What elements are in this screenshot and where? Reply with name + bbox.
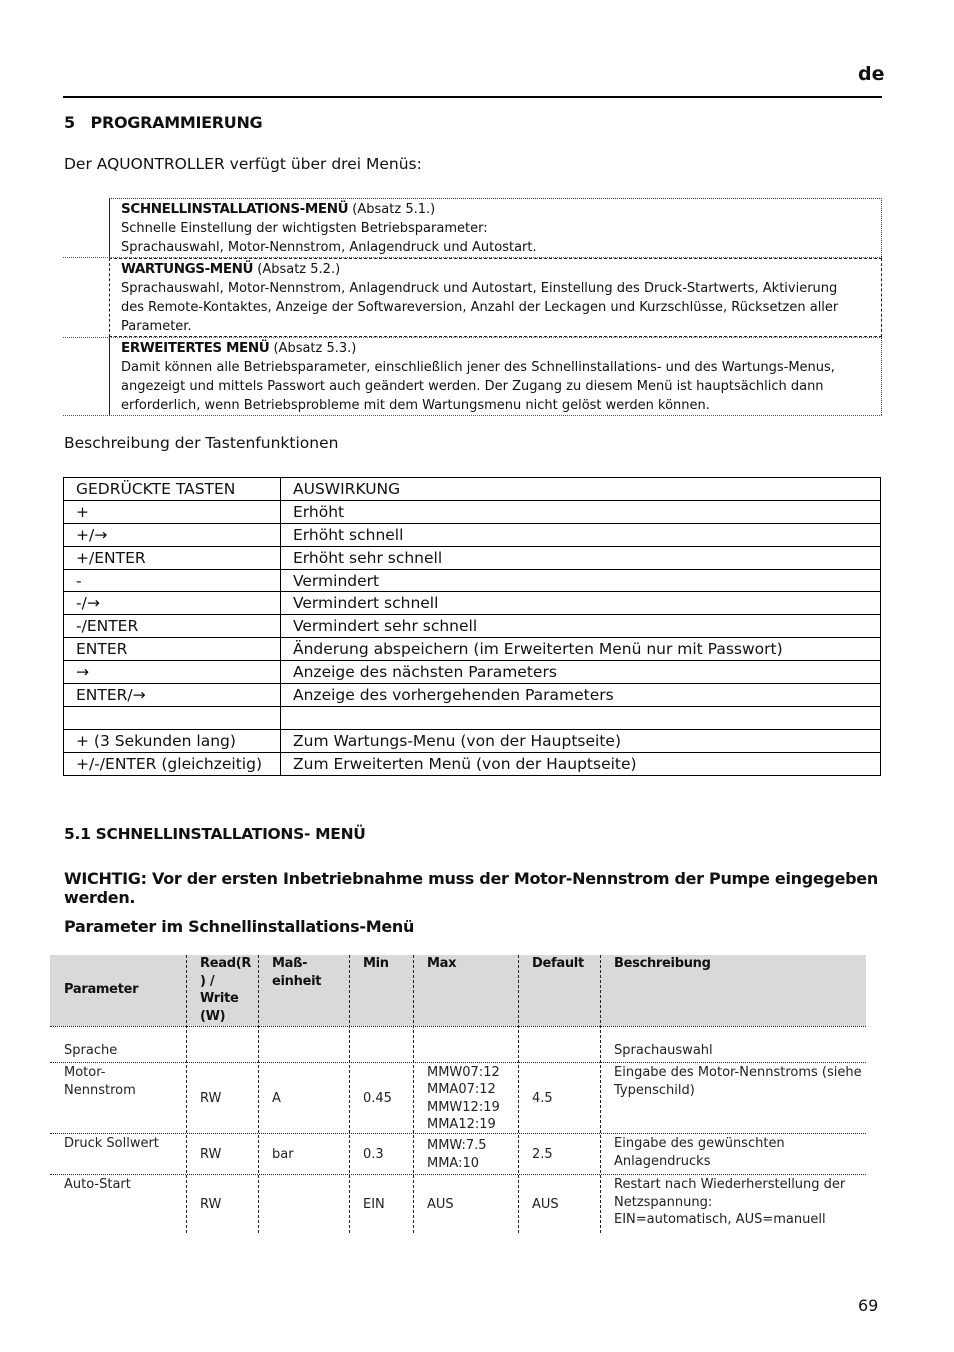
table-cell: Eingabe des gewünschten Anlagendrucks bbox=[614, 1136, 785, 1169]
table-cell: Eingabe des Motor-Nennstroms (siehe Typenschild) bbox=[614, 1065, 862, 1098]
effect-cell: Zum Wartungs-Menu (von der Hauptseite) bbox=[281, 729, 881, 752]
table-cell: Sprache bbox=[64, 1043, 118, 1058]
key-cell: + bbox=[64, 500, 281, 523]
parameter-table bbox=[50, 955, 866, 1235]
header-cell: AUSWIRKUNG bbox=[281, 478, 881, 501]
table-cell: Druck Sollwert bbox=[64, 1136, 159, 1151]
table-header-row bbox=[64, 478, 881, 501]
section-5-1-heading: 5.1 SCHNELLINSTALLATIONS- MENÜ bbox=[64, 825, 366, 843]
table-cell: Auto-Start bbox=[64, 1177, 131, 1192]
unit-header: Maß- einheit bbox=[272, 956, 322, 989]
key-cell bbox=[64, 706, 281, 729]
table-row bbox=[64, 661, 881, 684]
menu-desc-line: des Remote-Kontaktes, Anzeige der Softwareversion, Anzahl der Leckagen und Kurzschlüsse, Rücksetzen aller bbox=[121, 300, 839, 315]
column-divider bbox=[413, 955, 414, 1233]
key-cell: -/ENTER bbox=[64, 615, 281, 638]
effect-cell: Zum Erweiterten Menü (von der Hauptseite) bbox=[281, 752, 881, 775]
key-cell: -/→ bbox=[64, 592, 281, 615]
column-divider bbox=[600, 955, 601, 1233]
table-row bbox=[64, 752, 881, 775]
section-5-intro: Der AQUONTROLLER verfügt über drei Menüs: bbox=[64, 155, 422, 173]
effect-cell: Anzeige des nächsten Parameters bbox=[281, 661, 881, 684]
menu-title: WARTUNGS-MENÜ bbox=[121, 261, 254, 277]
menu-desc-line: angezeigt und mittels Passwort auch geändert werden. Der Zugang zu diesem Menü ist hauptsächlich dann bbox=[121, 379, 824, 394]
important-note: WICHTIG: Vor der ersten Inbetriebnahme muss der Motor-Nennstrom der Pumpe eingegeben werden. bbox=[64, 869, 878, 907]
column-divider bbox=[518, 955, 519, 1233]
table-cell: AUS bbox=[532, 1196, 559, 1212]
menu-title: ERWEITERTES MENÜ bbox=[121, 340, 270, 356]
description-header: Beschreibung bbox=[614, 956, 711, 971]
table-cell: RW bbox=[200, 1090, 222, 1106]
table-cell: bar bbox=[272, 1146, 294, 1162]
key-cell: +/→ bbox=[64, 523, 281, 546]
effect-cell: Änderung abspeichern (im Erweiterten Menü nur mit Passwort) bbox=[281, 638, 881, 661]
rw-header: Read(R ) / Write (W) bbox=[200, 956, 252, 1024]
table-row bbox=[64, 706, 881, 729]
table-row bbox=[64, 569, 881, 592]
header-rule bbox=[63, 96, 882, 98]
menu-ref: (Absatz 5.1.) bbox=[348, 202, 436, 217]
key-cell: + (3 Sekunden lang) bbox=[64, 729, 281, 752]
effect-cell: Vermindert bbox=[281, 569, 881, 592]
menu-title: SCHNELLINSTALLATIONS-MENÜ bbox=[121, 201, 349, 217]
menu-desc-line: Schnelle Einstellung der wichtigsten Betriebsparameter: bbox=[121, 221, 488, 236]
menu-desc-line: Sprachauswahl, Motor-Nennstrom, Anlagendruck und Autostart, Einstellung des Druck-Startwerts, Aktivierung bbox=[121, 281, 838, 296]
table-cell: MMW:7.5 MMA:10 bbox=[427, 1138, 487, 1171]
table-row bbox=[64, 592, 881, 615]
key-cell: - bbox=[64, 569, 281, 592]
effect-cell: Erhöht schnell bbox=[281, 523, 881, 546]
menu-item-quick-install bbox=[63, 198, 882, 258]
min-header: Min bbox=[363, 956, 389, 971]
menu-desc-line: Damit können alle Betriebsparameter, einschließlich jener des Schnellinstallations- und des Wartungs-Menus, bbox=[121, 360, 835, 375]
column-divider bbox=[349, 955, 350, 1233]
page-number: 69 bbox=[858, 1296, 879, 1315]
row-divider bbox=[50, 1174, 866, 1175]
menu-ref: (Absatz 5.3.) bbox=[269, 341, 357, 356]
param-header: Parameter bbox=[64, 982, 139, 997]
effect-cell bbox=[281, 706, 881, 729]
table-row bbox=[64, 684, 881, 707]
key-functions-table bbox=[63, 477, 881, 776]
key-cell: → bbox=[64, 661, 281, 684]
table-cell: EIN bbox=[363, 1196, 385, 1212]
menu-ref: (Absatz 5.2.) bbox=[253, 262, 341, 277]
column-divider bbox=[186, 955, 187, 1233]
menu-desc-line: Sprachauswahl, Motor-Nennstrom, Anlagendruck und Autostart. bbox=[121, 240, 537, 255]
table-row bbox=[64, 638, 881, 661]
table-cell: 0.45 bbox=[363, 1090, 392, 1106]
row-divider bbox=[50, 1026, 866, 1027]
table-row bbox=[64, 500, 881, 523]
key-functions-intro: Beschreibung der Tastenfunktionen bbox=[64, 434, 339, 452]
language-tag: de bbox=[858, 63, 885, 85]
table-cell: RW bbox=[200, 1146, 222, 1162]
effect-cell: Erhöht bbox=[281, 500, 881, 523]
table-row bbox=[64, 729, 881, 752]
table-cell: 2.5 bbox=[532, 1146, 553, 1162]
key-cell: +/ENTER bbox=[64, 546, 281, 569]
parameter-table-title: Parameter im Schnellinstallations-Menü bbox=[64, 917, 415, 936]
effect-cell: Vermindert sehr schnell bbox=[281, 615, 881, 638]
effect-cell: Anzeige des vorhergehenden Parameters bbox=[281, 684, 881, 707]
table-cell: RW bbox=[200, 1196, 222, 1212]
table-row bbox=[64, 546, 881, 569]
key-cell: ENTER/→ bbox=[64, 684, 281, 707]
column-divider bbox=[258, 955, 259, 1233]
table-row bbox=[64, 523, 881, 546]
table-cell: Sprachauswahl bbox=[614, 1043, 713, 1058]
effect-cell: Vermindert schnell bbox=[281, 592, 881, 615]
table-cell: A bbox=[272, 1090, 281, 1106]
default-header: Default bbox=[532, 956, 584, 971]
table-cell: 4.5 bbox=[532, 1090, 553, 1106]
effect-cell: Erhöht sehr schnell bbox=[281, 546, 881, 569]
header-cell: GEDRÜCKTE TASTEN bbox=[64, 478, 281, 501]
menu-desc-line: Parameter. bbox=[121, 319, 192, 334]
table-cell: 0.3 bbox=[363, 1146, 384, 1162]
section-5-heading: 5 PROGRAMMIERUNG bbox=[64, 113, 263, 132]
table-cell: Motor- Nennstrom bbox=[64, 1065, 136, 1098]
table-cell: AUS bbox=[427, 1196, 454, 1212]
table-cell: Restart nach Wiederherstellung der Netzspannung: EIN=automatisch, AUS=manuell bbox=[614, 1177, 846, 1227]
menu-overview-box bbox=[63, 198, 882, 416]
table-cell: MMW07:12 MMA07:12 MMW12:19 MMA12:19 bbox=[427, 1064, 500, 1132]
menu-item-maintenance bbox=[63, 258, 882, 338]
key-cell: ENTER bbox=[64, 638, 281, 661]
max-header: Max bbox=[427, 956, 457, 971]
table-row bbox=[64, 615, 881, 638]
key-cell: +/-/ENTER (gleichzeitig) bbox=[64, 752, 281, 775]
menu-item-extended bbox=[63, 338, 882, 416]
menu-desc-line: erforderlich, wenn Betriebsprobleme mit dem Wartungsmenu nicht gelöst werden können. bbox=[121, 398, 710, 413]
